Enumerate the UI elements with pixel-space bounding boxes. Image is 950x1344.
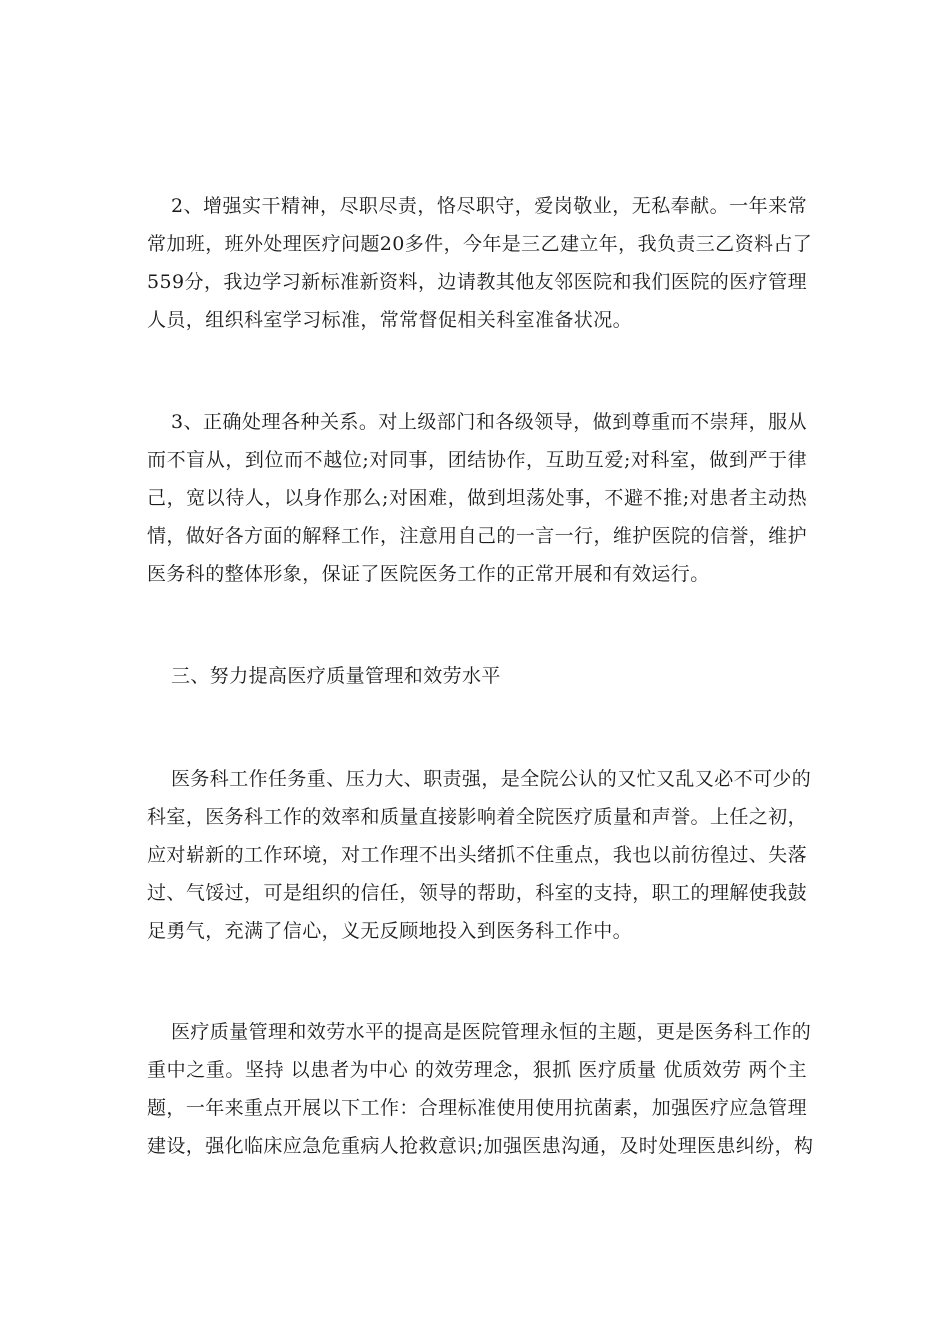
section-heading-text: 三、努力提高医疗质量管理和效劳水平	[171, 665, 501, 687]
text-line: 医疗质量管理和效劳水平的提高是医院管理永恒的主题，更是医务科工作的	[171, 1021, 812, 1043]
text-line: 足勇气，充满了信心，义无反顾地投入到医务科工作中。	[147, 920, 633, 942]
text-line: 情，做好各方面的解释工作，注意用自己的一言一行，维护医院的信誉，维护	[147, 525, 807, 547]
text-line: 3、正确处理各种关系。对上级部门和各级领导，做到尊重而不崇拜，服从	[171, 411, 807, 433]
paragraph-department-overview	[147, 760, 812, 950]
text-line: 医务科工作任务重、压力大、职责强，是全院公认的又忙又乱又必不可少的	[171, 768, 812, 790]
text-line: 常加班，班外处理医疗问题20多件，今年是三乙建立年，我负责三乙资料占了	[147, 233, 813, 255]
section-heading	[147, 657, 807, 695]
text-line: 医务科的整体形象，保证了医院医务工作的正常开展和有效运行。	[147, 563, 710, 585]
text-line: 2、增强实干精神，尽职尽责，恪尽职守，爱岗敬业，无私奉献。一年来常	[171, 195, 807, 217]
text-line: 科室，医务科工作的效率和质量直接影响着全院医疗质量和声誉。上任之初，	[147, 806, 807, 828]
paragraph-relationships	[147, 403, 807, 593]
text-line: 而不盲从，到位而不越位;对同事，团结协作，互助互爱;对科室，做到严于律	[147, 449, 807, 471]
text-line: 己，宽以待人，以身作那么;对困难，做到坦荡处事，不避不推;对患者主动热	[147, 487, 807, 509]
text-line: 559分，我边学习新标准新资料，边请教其他友邻医院和我们医院的医疗管理	[147, 271, 807, 293]
text-line: 人员，组织科室学习标准，常常督促相关科室准备状况。	[147, 309, 633, 331]
text-line: 题，一年来重点开展以下工作：合理标准使用使用抗菌素，加强医疗应急管理	[147, 1097, 807, 1119]
text-line: 过、气馁过，可是组织的信任，领导的帮助，科室的支持，职工的理解使我鼓	[147, 882, 807, 904]
paragraph-work-spirit	[147, 187, 813, 339]
text-line: 重中之重。坚持 以患者为中心 的效劳理念，狠抓 医疗质量 优质效劳 两个主	[147, 1059, 807, 1081]
text-line: 建设，强化临床应急危重病人抢救意识;加强医患沟通，及时处理医患纠纷，构	[147, 1135, 814, 1157]
paragraph-quality-management	[147, 1013, 814, 1165]
text-line: 应对崭新的工作环境，对工作理不出头绪抓不住重点，我也以前彷徨过、失落	[147, 844, 807, 866]
